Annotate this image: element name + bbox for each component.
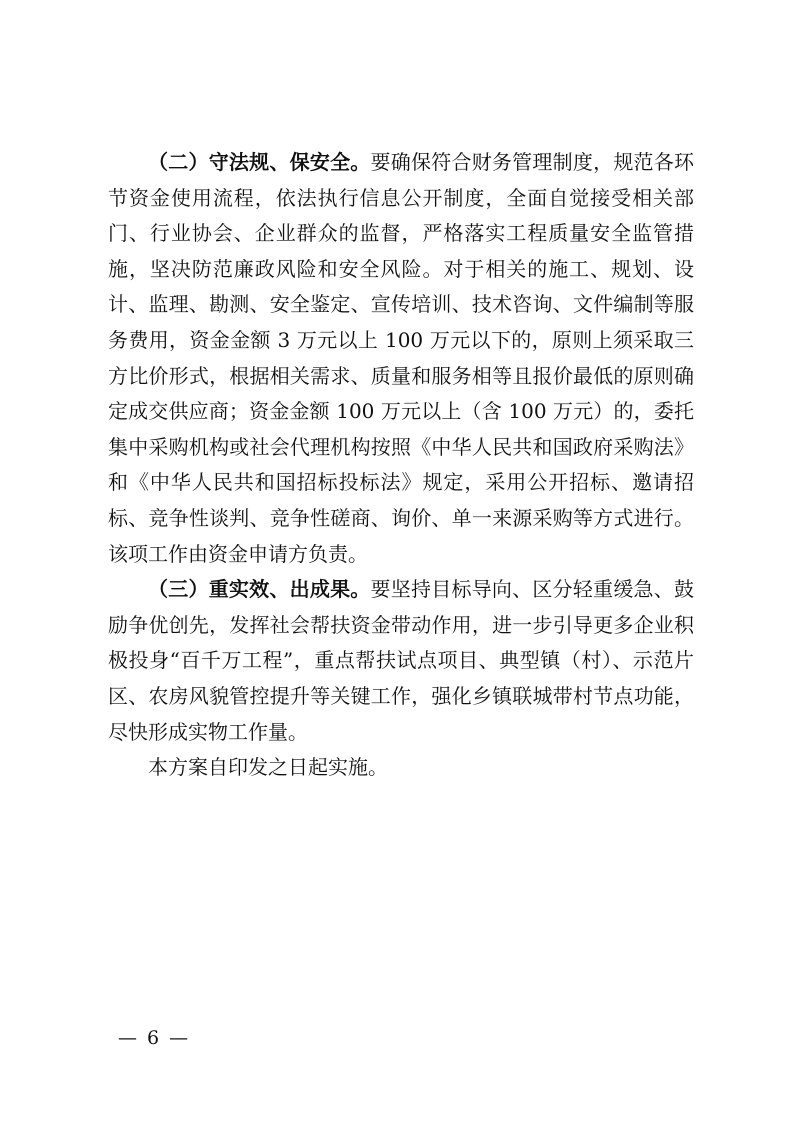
paragraph-text: 本方案自印发之日起实施。 (148, 755, 388, 780)
paragraph-text: 要确保符合财务管理制度，规范各环节资金使用流程，依法执行信息公开制度，全面自觉接受相关部门、行业协会、企业群众的监督，严格落实工程质量安全监管措施，坚决防范廉政风险和安全风险。对于相关的施工、规划、设计、监理、勘测、安全鉴定、宣传培训、技术咨询、文件编制等服务费用，资金金额 3 万元以上 100 万元以下的，原则上须采取三方比价形式，根据相关需求、质量和服务相等且报价最低的原则确定成交供应商；资金金额 100 万元以上（含 100 万元）的，委托集中采购机构或社会代理机构按照《中华人民共和国政府采购法》和《中华人民共和国招标投标法》规定，采用公开招标、邀请招标、竞争性谈判、竞争性磋商、询价、单一来源采购等方式进行。该项工作由资金申请方负责。 (108, 150, 695, 566)
paragraph-heading: （二）守法规、保安全。 (148, 150, 371, 174)
paragraph-text: 要坚持目标导向、区分轻重缓急、鼓励争优创先，发挥社会帮扶资金带动作用，进一步引导更多企业积极投身“百千万工程”，重点帮扶试点项目、典型镇（村）、示范片区、农房风貌管控提升等关键工作，强化乡镇联城带村节点功能，尽快形成实物工作量。 (108, 577, 695, 744)
paragraph-results (108, 572, 694, 750)
page-number: — 6 — (118, 1027, 191, 1049)
paragraph-heading: （三）重实效、出成果。 (148, 577, 371, 602)
paragraph-compliance-safety (108, 145, 694, 572)
document-body (108, 145, 694, 786)
paragraph-effective-date (108, 750, 694, 786)
